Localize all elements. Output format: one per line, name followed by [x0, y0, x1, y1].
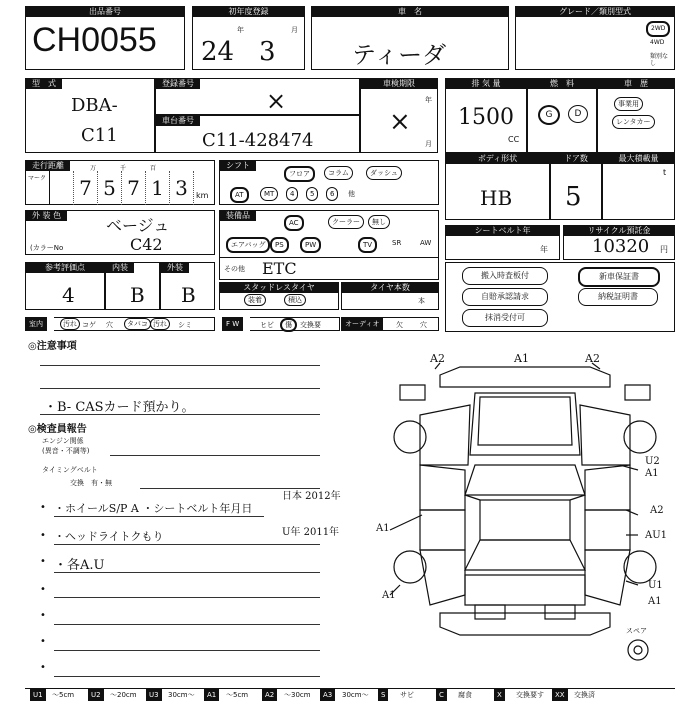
seatbelt-year-unit: 年	[540, 245, 548, 254]
equip-ac: AC	[284, 215, 304, 231]
equip-pw: PW	[300, 237, 321, 253]
recycle-deposit-value: 10320	[592, 236, 650, 257]
score-box	[25, 262, 105, 310]
tire-count-box	[341, 282, 439, 310]
mileage-unit-man: 万	[90, 165, 97, 172]
shift-other: 他	[348, 190, 355, 198]
mileage-unit-sen: 千	[120, 165, 127, 172]
recycle-deposit-label: リサイクル預託金	[564, 226, 674, 236]
damage-label: A2	[585, 352, 600, 365]
color-number-label: (カラーNo	[30, 244, 64, 252]
max-load-unit: t	[663, 168, 667, 177]
inspector-item2: ・ヘッドライトクもり	[54, 530, 164, 543]
legend-item: 〜5cm	[52, 691, 75, 699]
body-shape-value: HB	[480, 186, 513, 210]
inspection-month-unit: 月	[425, 140, 432, 148]
max-load-box	[602, 153, 675, 220]
reg-month-unit: 月	[291, 26, 298, 34]
shift-column: コラム	[324, 166, 353, 180]
fw-crack: ヒビ	[260, 321, 274, 329]
notes-title: ◎注意事項	[28, 341, 77, 352]
mileage-marker: マーク	[28, 175, 47, 182]
studless-mounted: 装着	[244, 294, 266, 306]
shift-mt: MT	[260, 187, 278, 201]
legend-item: 腐食	[458, 691, 472, 699]
score-label: 参考評価点	[26, 263, 104, 273]
mileage-unit-hyaku: 百	[150, 165, 157, 172]
legend-item: 30cm〜	[168, 691, 195, 699]
exterior-grade-box	[160, 262, 215, 310]
equipment-other-label: その他	[224, 265, 245, 273]
engine-sub: (異音・不調等)	[42, 447, 90, 455]
interior-condition-item: 汚れ	[60, 318, 80, 330]
documents-box	[445, 262, 675, 332]
damage-label: AU1	[645, 530, 668, 541]
seatbelt-year-label: シートベルト年	[446, 226, 559, 236]
engine-label: エンジン関係	[42, 437, 84, 445]
drive-2wd: 2WD	[646, 21, 670, 37]
legend-item: A1	[204, 689, 219, 701]
chassis-number-label: 車台番号	[156, 116, 200, 126]
legend-item: C	[436, 689, 447, 701]
lot-number-label: 出品番号	[26, 7, 184, 17]
exterior-grade-label: 外装	[161, 263, 189, 273]
drive-none: 類別なし	[650, 53, 669, 67]
bullet: •	[40, 662, 46, 673]
lot-number-box	[25, 6, 185, 70]
equip-airbag: エアバッグ	[226, 237, 270, 253]
equipment-box	[219, 210, 439, 280]
doc-deregistration: 抹消受付可	[462, 309, 548, 327]
equip-aw: AW	[420, 239, 432, 247]
bullet: •	[40, 584, 46, 595]
recycle-deposit-unit: 円	[660, 245, 668, 254]
interior-condition-item: コゲ	[82, 321, 96, 329]
first-registration-label: 初年度登録	[193, 7, 304, 17]
mileage-box	[25, 160, 215, 205]
studless-loaded: 積込	[284, 294, 306, 306]
legend-item: 交換済	[574, 691, 595, 699]
vehicle-name-box	[311, 6, 509, 70]
notes-line1: ・B- CASカード預かり。	[44, 400, 195, 415]
history-rental: レンタカー	[612, 115, 655, 129]
interior-condition-item: 穴	[106, 321, 113, 329]
equipment-other-value: ETC	[262, 259, 297, 278]
chassis-number-box	[155, 115, 360, 153]
audio-missing: 欠	[396, 321, 403, 329]
model-type-line2: C11	[81, 125, 118, 146]
equip-none: 無し	[368, 215, 390, 229]
mileage-digit: 5	[98, 171, 122, 205]
inspector-item1: ・ホイールS/P A ・シートベルト年月日	[54, 502, 253, 515]
registration-number-value: ×	[266, 87, 287, 115]
inspector-line	[54, 624, 320, 625]
exterior-grade-value: B	[181, 283, 196, 307]
legend-item: U1	[30, 689, 46, 701]
mileage-unit: km	[196, 191, 209, 200]
shift-dash: ダッシュ	[366, 166, 402, 180]
registration-number-label: 登録番号	[156, 79, 200, 89]
exterior-color-value: ベージュ	[106, 216, 170, 235]
tire-count-unit: 本	[418, 297, 425, 305]
legend-item: S	[378, 689, 388, 701]
legend-item: U2	[88, 689, 104, 701]
fw-scratch: 傷	[280, 318, 297, 332]
legend-item: サビ	[400, 691, 414, 699]
inspector-line	[54, 650, 320, 651]
damage-label: A1	[382, 590, 396, 601]
inspector-item3: ・各A.U	[54, 558, 105, 573]
interior-grade-value: B	[130, 283, 145, 307]
bullet: •	[40, 556, 46, 567]
displacement-box	[445, 78, 527, 153]
damage-label: A2	[650, 505, 664, 516]
shift-6: 6	[326, 187, 338, 201]
doors-value: 5	[565, 182, 582, 212]
mileage-digit	[50, 171, 74, 205]
registration-number-box	[155, 78, 360, 115]
damage-label: U2	[645, 456, 660, 467]
equip-cooler: クーラー	[328, 215, 364, 229]
inspection-expiry-value: ×	[389, 107, 411, 137]
inspector-title: ◎検査員報告	[28, 424, 87, 435]
exterior-color-box	[25, 210, 215, 255]
max-load-label: 最大積載量	[603, 154, 674, 164]
shift-box	[219, 160, 439, 205]
legend-item: 〜30cm	[284, 691, 311, 699]
legend-item: A2	[262, 689, 277, 701]
fuel-gasoline: G	[538, 105, 560, 125]
studless-box	[219, 282, 339, 310]
mileage-digit: 7	[74, 171, 98, 205]
shift-at: AT	[230, 187, 249, 203]
notes-line	[40, 414, 320, 415]
engine-line	[110, 455, 320, 456]
reg-month: 3	[259, 37, 276, 67]
model-type-box	[25, 78, 155, 153]
tire-count-label: タイヤ本数	[342, 283, 438, 293]
drive-4wd: 4WD	[650, 39, 665, 46]
notes-line	[40, 388, 320, 389]
doc-delivery-plate: 搬入時査板付	[462, 267, 548, 285]
legend-item: 〜5cm	[226, 691, 249, 699]
recycle-deposit-box	[563, 225, 675, 260]
bullet: •	[40, 530, 46, 541]
audio-box	[383, 317, 439, 331]
history-business: 事業用	[614, 97, 643, 111]
equip-ps: PS	[270, 237, 289, 253]
shift-floor: フロア	[284, 166, 315, 182]
damage-label: A2	[430, 352, 445, 365]
bullet: •	[40, 502, 46, 513]
model-type-line1: DBA-	[71, 95, 118, 116]
doc-insurance-claim: 自賠承認請求	[462, 288, 548, 306]
inspector-line	[54, 676, 320, 677]
bullet: •	[40, 610, 46, 621]
inspector-item1-note-a: 日本 2012年	[282, 491, 341, 502]
fuel-box	[527, 78, 597, 153]
legend-item: 交換要す	[516, 691, 544, 699]
shift-4: 4	[286, 187, 298, 201]
seatbelt-year-box	[445, 225, 560, 260]
body-shape-box	[445, 153, 550, 220]
vehicle-name-value: ティーダ	[352, 41, 447, 69]
legend-item: U3	[146, 689, 162, 701]
damage-label: U1	[648, 580, 663, 591]
audio-hole: 穴	[420, 321, 427, 329]
damage-label: A1	[648, 596, 662, 607]
grade-label: グレード／類別型式	[516, 7, 674, 17]
interior-condition-label: 室内	[25, 317, 47, 331]
body-shape-label: ボディ形状	[446, 154, 549, 164]
displacement-unit: CC	[508, 135, 520, 144]
interior-grade-label: 内装	[106, 263, 134, 273]
doors-box	[550, 153, 602, 220]
inspector-line	[54, 572, 320, 573]
legend-item: X	[494, 689, 505, 701]
inspector-line	[54, 544, 320, 545]
exterior-color-label: 外 装 色	[26, 211, 67, 221]
shift-5: 5	[306, 187, 318, 201]
audio-label: オーディオ	[341, 317, 383, 331]
bullet: •	[40, 636, 46, 647]
legend-item: A3	[320, 689, 335, 701]
vehicle-history-label: 車 歴	[598, 79, 674, 89]
score-value: 4	[62, 283, 75, 307]
legend-item: 〜20cm	[110, 691, 137, 699]
fuel-diesel: D	[568, 105, 588, 123]
fuel-label: 燃 料	[528, 79, 596, 89]
vehicle-name-label: 車 名	[312, 7, 508, 17]
fw-label: F W	[222, 317, 243, 331]
reg-year-unit: 年	[237, 26, 244, 34]
legend-item: 30cm〜	[342, 691, 369, 699]
inspector-line	[54, 597, 320, 598]
damage-label: A1	[376, 523, 390, 534]
chassis-number-value: C11-428474	[202, 130, 314, 151]
interior-condition-item: シミ	[178, 321, 192, 329]
inspection-expiry-box	[360, 78, 438, 153]
mileage-digit: 1	[146, 171, 170, 205]
equip-tv: TV	[358, 237, 377, 253]
grade-box	[515, 6, 675, 70]
reg-year: 24	[201, 37, 235, 67]
notes-line	[40, 365, 320, 366]
studless-label: スタッドレスタイヤ	[220, 283, 338, 293]
doors-label: ドア数	[551, 154, 601, 164]
legend-item: XX	[552, 689, 568, 701]
interior-grade-box	[105, 262, 160, 310]
color-number-value: C42	[130, 235, 163, 254]
displacement-label: 排 気 量	[446, 79, 526, 89]
mileage-digit: 3	[170, 171, 194, 205]
equipment-other-divider	[220, 257, 438, 258]
doc-tax-certificate: 納税証明書	[578, 288, 658, 306]
mileage-label: 走行距離	[26, 161, 70, 171]
inspection-year-unit: 年	[425, 96, 432, 104]
equipment-label: 装備品	[220, 211, 256, 221]
timing-belt-label: タイミングベルト	[42, 466, 98, 474]
shift-label: シフト	[220, 161, 256, 171]
damage-label: A1	[514, 352, 529, 365]
model-type-label: 型 式	[26, 79, 62, 89]
interior-condition-item: タバコ	[124, 318, 151, 330]
displacement-value: 1500	[458, 105, 514, 130]
damage-label: A1	[645, 468, 659, 479]
fw-replace: 交換要	[300, 321, 321, 329]
inspection-expiry-label: 車検期限	[361, 79, 437, 89]
spare-label: スペア	[626, 627, 647, 635]
mileage-digit: 7	[122, 171, 146, 205]
doc-new-car-warranty: 新車保証書	[578, 267, 660, 287]
lot-number-value: CH0055	[32, 21, 157, 59]
inspector-item1-note-b: U年 2011年	[282, 527, 340, 538]
vehicle-history-box	[597, 78, 675, 153]
inspector-line	[54, 516, 264, 517]
timing-belt-sub: 交換 有・無	[70, 479, 112, 487]
mileage-marker-cell	[26, 171, 50, 205]
first-registration-box	[192, 6, 305, 70]
interior-condition-item: 汚れ	[150, 318, 170, 330]
equip-sr: SR	[392, 239, 402, 247]
